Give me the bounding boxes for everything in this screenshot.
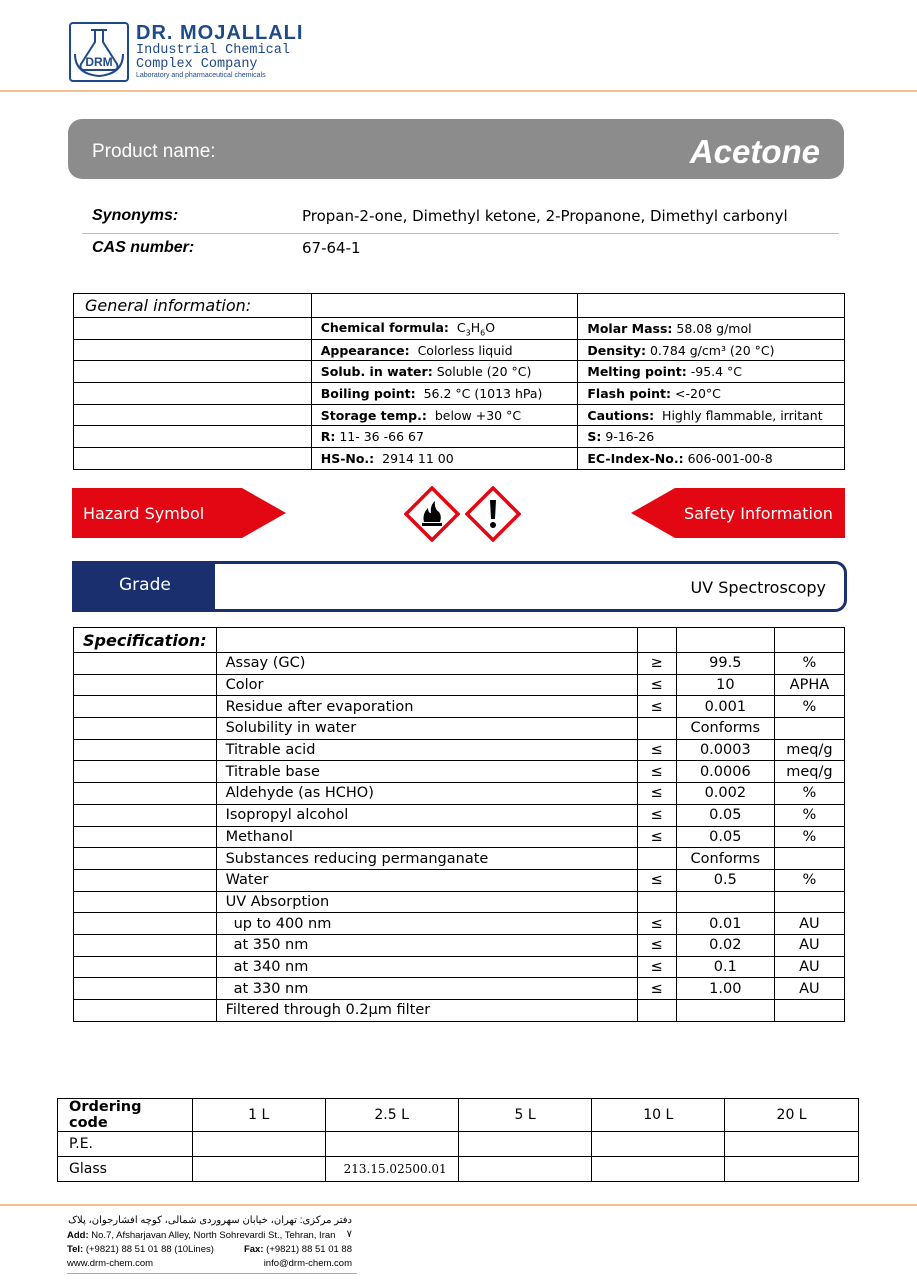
- general-info-row: [74, 318, 845, 340]
- ordering-code: [325, 1132, 458, 1157]
- ec-index-label: EC-Index-No.:: [587, 450, 684, 466]
- molar-mass-value: 58.08 g/mol: [676, 320, 752, 336]
- density-label: Density:: [587, 342, 646, 358]
- ordering-size: 20 L: [725, 1099, 859, 1132]
- spec-value: 0.05: [676, 804, 774, 826]
- spec-sign: [637, 1000, 676, 1022]
- spec-unit: %: [774, 653, 844, 675]
- spec-sign: [637, 848, 676, 870]
- phone-fax: Tel: (+9821) 88 51 01 88 (10Lines) Fax: (+9821) 88 51 01 88: [67, 1244, 352, 1255]
- ordering-code: [458, 1157, 592, 1182]
- spec-unit: %: [774, 783, 844, 805]
- hs-no-value: 2914 11 00: [382, 450, 454, 466]
- spec-name: Solubility in water: [216, 718, 637, 740]
- spec-name: Water: [216, 869, 637, 891]
- specification-table: [73, 627, 845, 1022]
- formula-label: Chemical formula:: [320, 319, 449, 335]
- spec-row: [74, 761, 845, 783]
- spec-sign: ≤: [637, 739, 676, 761]
- ordering-size: 10 L: [592, 1099, 725, 1132]
- general-info-row: [74, 383, 845, 405]
- spec-value: 99.5: [676, 653, 774, 675]
- specification-title: Specification:: [74, 628, 217, 653]
- general-info-row: [74, 339, 845, 361]
- spec-blank: [74, 739, 217, 761]
- spec-blank: [74, 978, 217, 1000]
- spec-unit: AU: [774, 934, 844, 956]
- grade-label: Grade: [119, 575, 171, 595]
- ordering-header-row: [58, 1099, 859, 1132]
- spec-name: Filtered through 0.2µm filter: [216, 1000, 637, 1022]
- spec-row: [74, 696, 845, 718]
- ordering-size: 1 L: [192, 1099, 325, 1132]
- s-phrases-value: 9-16-26: [605, 429, 655, 445]
- spec-name: up to 400 nm: [216, 913, 637, 935]
- spec-unit: %: [774, 696, 844, 718]
- spec-unit: APHA: [774, 674, 844, 696]
- brand-line-1: Industrial Chemical: [136, 43, 290, 58]
- ordering-material: Glass: [58, 1157, 193, 1182]
- spec-unit: [774, 1000, 844, 1022]
- spec-name: at 350 nm: [216, 934, 637, 956]
- spec-sign: ≤: [637, 934, 676, 956]
- grade-value: UV Spectroscopy: [690, 578, 826, 597]
- spec-name: Isopropyl alcohol: [216, 804, 637, 826]
- flame-icon: [404, 486, 460, 542]
- spec-row: [74, 783, 845, 805]
- spec-row: [74, 804, 845, 826]
- ordering-size: 2.5 L: [325, 1099, 458, 1132]
- melting-point-value: -95.4 °C: [690, 364, 743, 380]
- brand-line-2: Complex Company: [136, 57, 258, 72]
- solubility-label: Solub. in water:: [320, 364, 433, 380]
- web-email: [67, 1257, 352, 1271]
- spec-row: [74, 653, 845, 675]
- spec-value: 10: [676, 674, 774, 696]
- storage-temp-value: below +30 °C: [434, 407, 522, 423]
- spec-sign: [637, 891, 676, 913]
- brand-subtitle: [136, 44, 290, 72]
- appearance-label: Appearance:: [320, 342, 410, 358]
- safety-information-label: Safety Information: [684, 504, 833, 523]
- footer-underline: [67, 1273, 357, 1274]
- ordering-size: 5 L: [458, 1099, 592, 1132]
- storage-temp-label: Storage temp.:: [320, 407, 427, 423]
- spec-value: 1.00: [676, 978, 774, 1000]
- spec-blank: [74, 956, 217, 978]
- product-name: Acetone: [689, 133, 820, 170]
- company-logo: [69, 22, 129, 82]
- appearance-value: Colorless liquid: [417, 342, 513, 358]
- ordering-code: [458, 1132, 592, 1157]
- spec-sign: ≤: [637, 761, 676, 783]
- spec-value: 0.02: [676, 934, 774, 956]
- spec-blank: [74, 674, 217, 696]
- s-phrases-label: S:: [587, 429, 602, 445]
- spec-row: [74, 674, 845, 696]
- r-phrases-value: 11- 36 -66 67: [339, 429, 424, 445]
- spec-blank: [74, 783, 217, 805]
- spec-sign: ≤: [637, 696, 676, 718]
- spec-value: 0.05: [676, 826, 774, 848]
- spec-row: [74, 739, 845, 761]
- website-link[interactable]: www.drm-chem.com: [67, 1258, 154, 1269]
- general-info-title: General information:: [74, 294, 312, 318]
- ordering-row: [58, 1157, 859, 1182]
- flask-logo-icon: [71, 24, 127, 80]
- ordering-code: [192, 1157, 325, 1182]
- ordering-table: [57, 1098, 859, 1182]
- spec-value: 0.0006: [676, 761, 774, 783]
- ordering-material: P.E.: [58, 1132, 193, 1157]
- general-info-table: [73, 293, 845, 470]
- spec-value: 0.002: [676, 783, 774, 805]
- spec-value: 0.5: [676, 869, 774, 891]
- spec-blank: [74, 869, 217, 891]
- spec-row: [74, 869, 845, 891]
- ordering-code-title: Ordering code: [58, 1099, 193, 1132]
- spec-blank: [74, 696, 217, 718]
- spec-blank: [74, 761, 217, 783]
- spec-value: 0.1: [676, 956, 774, 978]
- spec-blank: [74, 804, 217, 826]
- ordering-code: [725, 1132, 859, 1157]
- flash-point-label: Flash point:: [587, 385, 672, 401]
- boiling-point-value: 56.2 °C (1013 hPa): [423, 385, 543, 401]
- spec-value: Conforms: [676, 718, 774, 740]
- footer-divider: [0, 1204, 917, 1206]
- spec-unit: AU: [774, 956, 844, 978]
- synonyms-divider: [82, 233, 839, 234]
- spec-blank: [74, 1000, 217, 1022]
- spec-unit: meq/g: [774, 739, 844, 761]
- spec-blank: [74, 718, 217, 740]
- spec-sign: [637, 718, 676, 740]
- spec-sign: ≤: [637, 869, 676, 891]
- spec-unit: [774, 718, 844, 740]
- spec-name: at 340 nm: [216, 956, 637, 978]
- spec-name: Titrable base: [216, 761, 637, 783]
- spec-value: 0.001: [676, 696, 774, 718]
- spec-value: [676, 891, 774, 913]
- boiling-point-label: Boiling point:: [320, 385, 416, 401]
- spec-value: 0.0003: [676, 739, 774, 761]
- spec-name: Assay (GC): [216, 653, 637, 675]
- spec-sign: ≤: [637, 674, 676, 696]
- address-persian: دفتر مرکزی: تهران، خیابان سهروردی شمالی، کوچه افشارجوان، پلاک ۷: [68, 1215, 352, 1240]
- general-info-header-row: [74, 294, 845, 318]
- spec-row: [74, 956, 845, 978]
- spec-name: Titrable acid: [216, 739, 637, 761]
- spec-name: Methanol: [216, 826, 637, 848]
- spec-row: [74, 848, 845, 870]
- synonyms-value: Propan-2-one, Dimethyl ketone, 2-Propanone, Dimethyl carbonyl: [302, 207, 788, 225]
- spec-blank: [74, 653, 217, 675]
- spec-value: [676, 1000, 774, 1022]
- spec-name: Residue after evaporation: [216, 696, 637, 718]
- spec-row: [74, 913, 845, 935]
- header-divider: [0, 90, 917, 92]
- solubility-value: Soluble (20 °C): [436, 364, 532, 380]
- cautions-value: Highly flammable, irritant: [662, 407, 823, 423]
- r-phrases-label: R:: [320, 429, 336, 445]
- spec-sign: ≤: [637, 913, 676, 935]
- ordering-code: [725, 1157, 859, 1182]
- spec-unit: [774, 891, 844, 913]
- cas-value: 67-64-1: [302, 239, 361, 257]
- spec-name: Substances reducing permanganate: [216, 848, 637, 870]
- spec-row: [74, 891, 845, 913]
- spec-unit: AU: [774, 978, 844, 1000]
- address-english: Add: No.7, Afsharjavan Alley, North Sohrevardi St., Tehran, Iran: [67, 1230, 336, 1241]
- spec-blank: [74, 934, 217, 956]
- ordering-row: [58, 1132, 859, 1157]
- spec-sign: ≤: [637, 826, 676, 848]
- hs-no-label: HS-No.:: [320, 450, 375, 466]
- spec-blank: [74, 848, 217, 870]
- spec-unit: %: [774, 826, 844, 848]
- spec-value: 0.01: [676, 913, 774, 935]
- product-name-label: Product name:: [92, 141, 216, 162]
- molar-mass-label: Molar Mass:: [587, 320, 673, 336]
- spec-name: Color: [216, 674, 637, 696]
- flash-point-value: <-20°C: [675, 385, 721, 401]
- synonyms-label: Synonyms:: [92, 207, 179, 224]
- cas-label: CAS number:: [92, 239, 195, 256]
- spec-name: UV Absorption: [216, 891, 637, 913]
- ordering-code: [192, 1132, 325, 1157]
- formula-value: $C_3H_6O$: [456, 319, 496, 338]
- ordering-code: [592, 1132, 725, 1157]
- spec-row: [74, 934, 845, 956]
- spec-unit: AU: [774, 913, 844, 935]
- ec-index-value: 606-001-00-8: [687, 450, 773, 466]
- spec-unit: %: [774, 804, 844, 826]
- spec-row: [74, 718, 845, 740]
- melting-point-label: Melting point:: [587, 364, 687, 380]
- ordering-code: 213.15.02500.01: [325, 1157, 458, 1182]
- phone-number: (+9821) 88 51 01 88 (10Lines): [85, 1244, 214, 1255]
- svg-text:DRM: DRM: [85, 55, 113, 69]
- density-value: 0.784 g/cm³ (20 °C): [649, 342, 775, 358]
- fax-number: Fax: (+9821) 88 51 01 88: [243, 1244, 352, 1255]
- brand-name: DR. MOJALLALI: [136, 22, 304, 44]
- spec-row: [74, 978, 845, 1000]
- spec-name: at 330 nm: [216, 978, 637, 1000]
- cautions-label: Cautions:: [587, 407, 655, 423]
- spec-row: [74, 1000, 845, 1022]
- spec-blank: [74, 913, 217, 935]
- spec-unit: %: [774, 869, 844, 891]
- specification-header-row: [74, 628, 845, 653]
- spec-sign: ≤: [637, 956, 676, 978]
- general-info-row: [74, 361, 845, 383]
- spec-value: Conforms: [676, 848, 774, 870]
- spec-blank: [74, 826, 217, 848]
- spec-sign: ≥: [637, 653, 676, 675]
- spec-name: Aldehyde (as HCHO): [216, 783, 637, 805]
- spec-sign: ≤: [637, 978, 676, 1000]
- hazard-symbol-label: Hazard Symbol: [83, 504, 205, 523]
- spec-blank: [74, 891, 217, 913]
- exclamation-icon: [465, 486, 521, 542]
- brand-tagline: Laboratory and pharmaceutical chemicals: [136, 72, 266, 79]
- spec-row: [74, 826, 845, 848]
- general-info-row: [74, 426, 845, 448]
- spec-sign: ≤: [637, 804, 676, 826]
- spec-unit: [774, 848, 844, 870]
- general-info-row: [74, 404, 845, 426]
- general-info-row: [74, 448, 845, 470]
- spec-unit: meq/g: [774, 761, 844, 783]
- ordering-code: [592, 1157, 725, 1182]
- spec-sign: ≤: [637, 783, 676, 805]
- email-link[interactable]: info@drm-chem.com: [263, 1258, 352, 1269]
